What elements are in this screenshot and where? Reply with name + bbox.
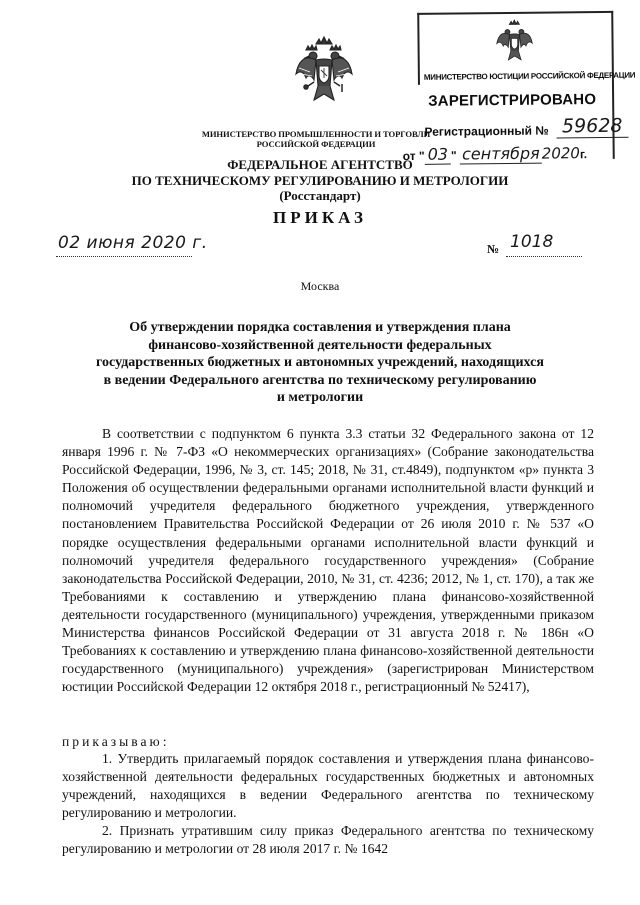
order-city: Москва: [300, 279, 340, 293]
order-item-2: 2. Признать утратившим силу приказ Федерального агентства по техническому регулированию и метрологии от 28 июля 2017 г. № 1642: [62, 823, 594, 857]
ministry-line-2: РОССИЙСКОЙ ФЕДЕРАЦИИ: [256, 139, 376, 149]
russian-coat-of-arms-icon: [294, 34, 354, 106]
order-subject: [80, 319, 560, 407]
stamp-coat-of-arms-icon: [495, 18, 533, 64]
subject-line-4: в ведении Федерального агентства по техническому регулированию: [103, 372, 537, 388]
stamp-date-month: сентября: [460, 144, 542, 165]
subject-line-3: государственных бюджетных и автономных учреждений, находящихся: [96, 355, 544, 370]
stamp-date-year: 2020: [541, 144, 581, 163]
stamp-date-suffix: г.: [579, 147, 588, 162]
ministry-line-1: МИНИСТЕРСТВО ПРОМЫШЛЕННОСТИ И ТОРГОВЛИ: [201, 129, 431, 139]
agency-line-3: (Росстандарт): [279, 188, 361, 203]
prikazyvayu-word: приказываю:: [62, 734, 170, 749]
registration-stamp: [389, 11, 636, 164]
order-item-1: 1. Утвердить прилагаемый порядок составления и утверждения плана финансово-хозяйственной деятельности федеральных государственных бюджетных и автономных учреждений, находящихся в ведении Федерального агентства по техническому регулированию и метрологии.: [62, 751, 594, 821]
stamp-date-line: [403, 143, 588, 164]
stamp-frame-left: [417, 13, 420, 85]
agency-line-1: ФЕДЕРАЛЬНОЕ АГЕНТСТВО: [227, 157, 413, 172]
stamp-date-prefix: от ": [402, 148, 425, 164]
order-date-underline: [56, 256, 192, 257]
stamp-date-quote: ": [450, 148, 457, 163]
order-number: 1018: [510, 232, 554, 252]
stamp-registered: ЗАРЕГИСТРИРОВАНО: [428, 91, 597, 110]
order-title: ПРИКАЗ: [273, 208, 367, 227]
subject-line-2: финансово-хозяйственной деятельности федеральных: [148, 337, 492, 353]
stamp-ministry: МИНИСТЕРСТВО ЮСТИЦИИ РОССИЙСКОЙ ФЕДЕРАЦИИ: [423, 70, 636, 82]
agency-line-2: ПО ТЕХНИЧЕСКОМУ РЕГУЛИРОВАНИЮ И МЕТРОЛОГИИ: [131, 172, 509, 188]
stamp-reg-number-label: Регистрационный №: [424, 123, 549, 139]
stamp-frame-top: [417, 11, 613, 15]
order-number-label: №: [487, 242, 500, 256]
order-number-underline: [506, 256, 582, 257]
stamp-reg-number-line: [424, 114, 628, 141]
preamble-paragraph: В соответствии с подпунктом 6 пункта 3.3 статьи 32 Федерального закона от 12 января 1996 г. № 7-ФЗ «О некоммерческих организациях» (Собрание законодательства Российской Федерации, 1996, № 3, ст. 145; 2018, № 31, ст.4849), подпунктом «р» пункта 3 Положения об осуществлении федеральными органами исполнительной власти функций и полномочий учредителя федерального бюджетного учреждения, утвержденного постановлением Правительства Российской Федерации от 26 июля 2010 г. № 537 «О порядке осуществления федеральными органами исполнительной власти функций и полномочий учредителя федерального государственного учреждения» (Собрание законодательства Российской Федерации, 2010, № 31, ст. 4236; 2012, № 1, ст. 170), а так же Требованиями к составлению и утверждению плана финансово-хозяйственной деятельности государственного (муниципального) учреждения, утвержденными приказом Министерства финансов Российской Федерации от 31 августа 2018 г. № 186н «О Требованиях к составлению и утверждению плана финансово-хозяйственной деятельности государственного (муниципального) учреждения» (зарегистрирован Министерством юстиции Российской Федерации 12 октября 2018 г., регистрационный № 52417),: [62, 426, 594, 695]
subject-line-1: Об утверждении порядка составления и утверждения плана: [129, 320, 511, 335]
agency-name: [130, 157, 510, 204]
subject-line-5: и метрологии: [276, 390, 364, 405]
order-date: 02 июня 2020 г.: [58, 233, 208, 253]
stamp-reg-number: 59628: [556, 115, 629, 139]
stamp-date-day: 03: [425, 145, 452, 165]
